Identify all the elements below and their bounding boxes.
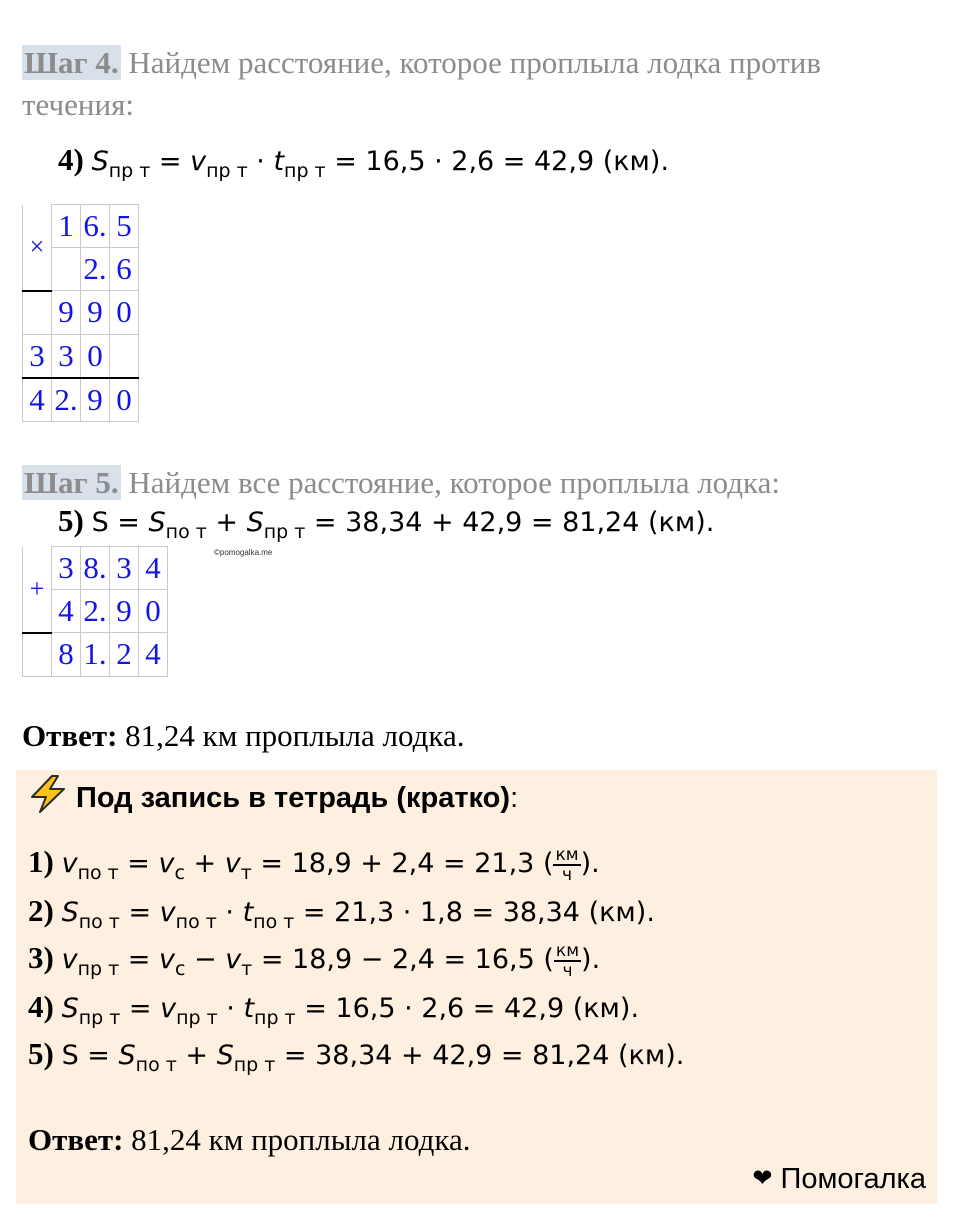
- plus-sign: +: [23, 547, 52, 633]
- subscript: пр т: [78, 1007, 121, 1029]
- paren-close: ): [581, 944, 592, 975]
- grid-cell: [23, 633, 52, 677]
- var: S: [61, 1040, 79, 1071]
- unit-denominator: ч: [562, 864, 573, 885]
- notebook-line: [28, 1036, 684, 1076]
- subscript: пр т: [263, 521, 306, 543]
- notebook-line: [28, 844, 600, 884]
- watermark: ©pomogalka.me: [214, 548, 273, 557]
- times-sign: ×: [23, 205, 52, 291]
- answer-label: Ответ:: [22, 718, 118, 753]
- grid-cell: 4: [52, 590, 81, 633]
- op: −: [185, 944, 226, 975]
- var: v: [158, 848, 175, 879]
- var: S: [61, 993, 79, 1024]
- var: v: [61, 848, 78, 879]
- var: t: [242, 897, 254, 928]
- subscript: пр т: [108, 160, 151, 182]
- grid-cell: [23, 291, 52, 335]
- step5-formula: [58, 503, 714, 543]
- unit-fraction: [554, 942, 581, 980]
- formula-number: 5): [58, 503, 84, 538]
- notebook-title-text: Под запись в тетрадь (кратко): [76, 782, 511, 814]
- op: =: [78, 1040, 119, 1071]
- notebook-title: [28, 775, 518, 821]
- grid-cell: 5: [110, 205, 139, 248]
- unit-fraction: [553, 846, 580, 884]
- grid-cell: 2.: [81, 590, 110, 633]
- grid-cell: 8: [52, 633, 81, 677]
- grid-cell: 9: [52, 291, 81, 335]
- line-number: 4): [28, 989, 54, 1024]
- subscript: пр т: [206, 160, 248, 182]
- subscript: по т: [77, 862, 119, 884]
- brand: [752, 1163, 926, 1196]
- var: v: [159, 897, 176, 928]
- subscript: по т: [165, 521, 207, 543]
- step4-label: Шаг 4.: [24, 45, 119, 80]
- grid-cell: 8.: [81, 547, 110, 590]
- var: S: [61, 897, 79, 928]
- var-S: S: [148, 507, 166, 538]
- title-colon: :: [510, 782, 519, 814]
- formula-rest: = 21,3 · 1,8 = 38,34 (км).: [294, 897, 655, 928]
- op: =: [120, 993, 161, 1024]
- var: v: [160, 993, 177, 1024]
- paren-close: ): [580, 848, 592, 879]
- step4-text: Найдем расстояние, которое проплыла лодка против течения:: [22, 45, 822, 122]
- subscript: пр т: [284, 160, 326, 182]
- grid-cell: 1: [52, 205, 81, 248]
- grid-cell: 3: [52, 547, 81, 590]
- grid-cell: 6.: [81, 205, 110, 248]
- op: ·: [216, 897, 243, 928]
- grid-cell: 1.: [81, 633, 110, 677]
- step4-multiplication-grid: [22, 204, 139, 422]
- var: v: [61, 944, 78, 975]
- notebook-line: [28, 893, 655, 933]
- grid-cell: [52, 248, 81, 291]
- grid-cell: 0: [139, 590, 168, 633]
- var-v: v: [190, 146, 207, 177]
- step4-paragraph: [22, 42, 932, 126]
- notebook-answer: [28, 1122, 471, 1158]
- equals: =: [108, 507, 149, 538]
- grid-cell: 4: [23, 378, 52, 422]
- subscript: т: [241, 958, 253, 980]
- formula-rest: = 18,9 − 2,4 = 16,5: [252, 944, 544, 975]
- grid-cell: 9: [81, 291, 110, 335]
- notebook-line: [28, 989, 639, 1029]
- unit-numerator: км: [555, 940, 580, 961]
- grid-cell: 2: [110, 633, 139, 677]
- grid-cell: 6: [110, 248, 139, 291]
- paren-open: (: [542, 848, 554, 879]
- var: v: [225, 944, 242, 975]
- formula-rest: = 38,34 + 42,9 = 81,24 (км).: [305, 507, 715, 538]
- var-t: t: [273, 146, 285, 177]
- paren-open: (: [543, 944, 554, 975]
- var-S-total: S: [91, 507, 109, 538]
- var-S: S: [246, 507, 264, 538]
- var: v: [158, 944, 175, 975]
- equals: =: [150, 146, 191, 177]
- grid-cell: 3: [110, 547, 139, 590]
- formula-rest: = 18,9 + 2,4 = 21,3: [251, 848, 543, 879]
- formula-rest: = 16,5 · 2,6 = 42,9 (км).: [295, 993, 640, 1024]
- grid-cell: [110, 334, 139, 378]
- var: v: [224, 848, 241, 879]
- step4-formula: [58, 142, 669, 182]
- dot: ·: [247, 146, 274, 177]
- grid-cell: 2.: [81, 248, 110, 291]
- answer-text: 81,24 км проплыла лодка.: [117, 718, 465, 753]
- subscript: пр т: [233, 1054, 276, 1076]
- var-S: S: [91, 146, 109, 177]
- op: =: [119, 944, 159, 975]
- grid-cell: 4: [139, 547, 168, 590]
- unit-numerator: км: [555, 844, 579, 865]
- op: +: [176, 1040, 217, 1071]
- subscript: пр т: [176, 1007, 218, 1029]
- line-number: 2): [28, 893, 54, 928]
- line-number: 1): [28, 844, 54, 879]
- grid-cell: 9: [110, 590, 139, 633]
- formula-rest: = 16,5 · 2,6 = 42,9 (км).: [325, 146, 670, 177]
- line-number: 5): [28, 1036, 54, 1071]
- subscript: по т: [78, 911, 120, 933]
- plus: +: [206, 507, 247, 538]
- subscript: по т: [253, 911, 295, 933]
- grid-cell: 0: [81, 334, 110, 378]
- subscript: по т: [175, 911, 217, 933]
- subscript: с: [174, 958, 186, 980]
- grid-cell: 3: [23, 334, 52, 378]
- var: t: [243, 993, 255, 1024]
- subscript: с: [174, 862, 185, 884]
- answer-text: 81,24 км проплыла лодка.: [123, 1122, 471, 1157]
- answer: [22, 718, 465, 754]
- formula-number: 4): [58, 142, 84, 177]
- subscript: пр т: [77, 958, 120, 980]
- step5-label: Шаг 5.: [24, 465, 119, 500]
- formula-rest: = 38,34 + 42,9 = 81,24 (км).: [275, 1040, 685, 1071]
- subscript: т: [240, 862, 252, 884]
- heart-icon: ❤: [752, 1165, 773, 1192]
- subscript: пр т: [254, 1007, 296, 1029]
- var: S: [118, 1040, 136, 1071]
- step5-addition-grid: [22, 546, 168, 677]
- notebook-line: [28, 940, 600, 980]
- period: .: [591, 944, 601, 975]
- op: =: [119, 897, 160, 928]
- grid-cell: 4: [139, 633, 168, 677]
- grid-cell: 2.: [52, 378, 81, 422]
- line-number: 3): [28, 940, 54, 975]
- subscript: по т: [135, 1054, 177, 1076]
- grid-cell: 0: [110, 291, 139, 335]
- grid-cell: 3: [52, 334, 81, 378]
- op: ·: [217, 993, 244, 1024]
- op: =: [118, 848, 159, 879]
- op: +: [184, 848, 225, 879]
- grid-cell: 0: [110, 378, 139, 422]
- unit-denominator: ч: [562, 960, 573, 981]
- step5-text: Найдем все расстояние, которое проплыла лодка:: [120, 465, 781, 500]
- period: .: [591, 848, 600, 879]
- grid-cell: 9: [81, 378, 110, 422]
- lightning-icon: [28, 775, 68, 821]
- answer-label: Ответ:: [28, 1122, 124, 1157]
- var: S: [216, 1040, 234, 1071]
- step5-paragraph: [22, 462, 932, 504]
- brand-name: Помогалка: [780, 1163, 926, 1195]
